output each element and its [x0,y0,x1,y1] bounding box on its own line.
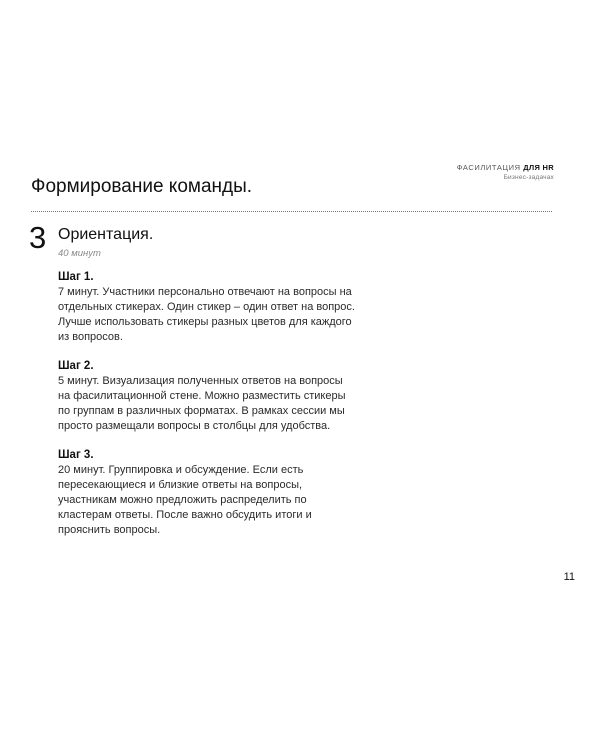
step-item [58,270,398,345]
section-title: Формирование команды. [31,176,253,197]
step-text-line: пересекающиеся и близкие ответы на вопросы, [58,479,303,491]
stage-title: Ориентация. [58,226,154,243]
step-text-line: участникам можно предложить распределить по [58,494,307,506]
step-text-line: на фасилитационной стене. Можно разместить стикеры [58,390,346,402]
brand-title [457,164,554,172]
step-text-line: 20 минут. Группировка и обсуждение. Если есть [58,464,304,476]
step-text-line: Лучше использовать стикеры разных цветов для каждого [58,316,352,328]
brand-subtitle: Бизнес-задачах [503,173,554,181]
step-text-line: из вопросов. [58,331,123,343]
step-text-line: отдельных стикерах. Один стикер – один ответ на вопрос. [58,301,355,313]
step-text-line: 5 минут. Визуализация полученных ответов на вопросы [58,375,343,387]
step-item [58,448,398,538]
step-title: Шаг 3. [58,449,94,461]
page-number: 11 [563,571,575,583]
stage-duration: 40 минут [58,248,101,259]
brand-header [457,164,554,181]
step-text [58,374,398,434]
step-text [58,285,398,345]
step-title: Шаг 1. [58,271,94,283]
step-text-line: по группам в различных форматах. В рамках сессии мы [58,405,345,417]
dotted-divider [31,211,552,212]
step-item [58,359,398,434]
step-title: Шаг 2. [58,360,94,372]
step-text-line: прояснить вопросы. [58,524,161,536]
step-text-line: 7 минут. Участники персонально отвечают на вопросы на [58,286,352,298]
step-text [58,463,398,538]
step-text-line: просто размещали вопросы в столбцы для удобства. [58,420,331,432]
brand-title-light: ФАСИЛИТАЦИЯ [456,163,521,172]
steps-list [58,270,398,552]
step-text-line: кластерам ответы. После важно обсудить итоги и [58,509,312,521]
brand-title-bold: ДЛЯ HR [523,163,554,172]
stage-number: 3 [29,220,47,255]
